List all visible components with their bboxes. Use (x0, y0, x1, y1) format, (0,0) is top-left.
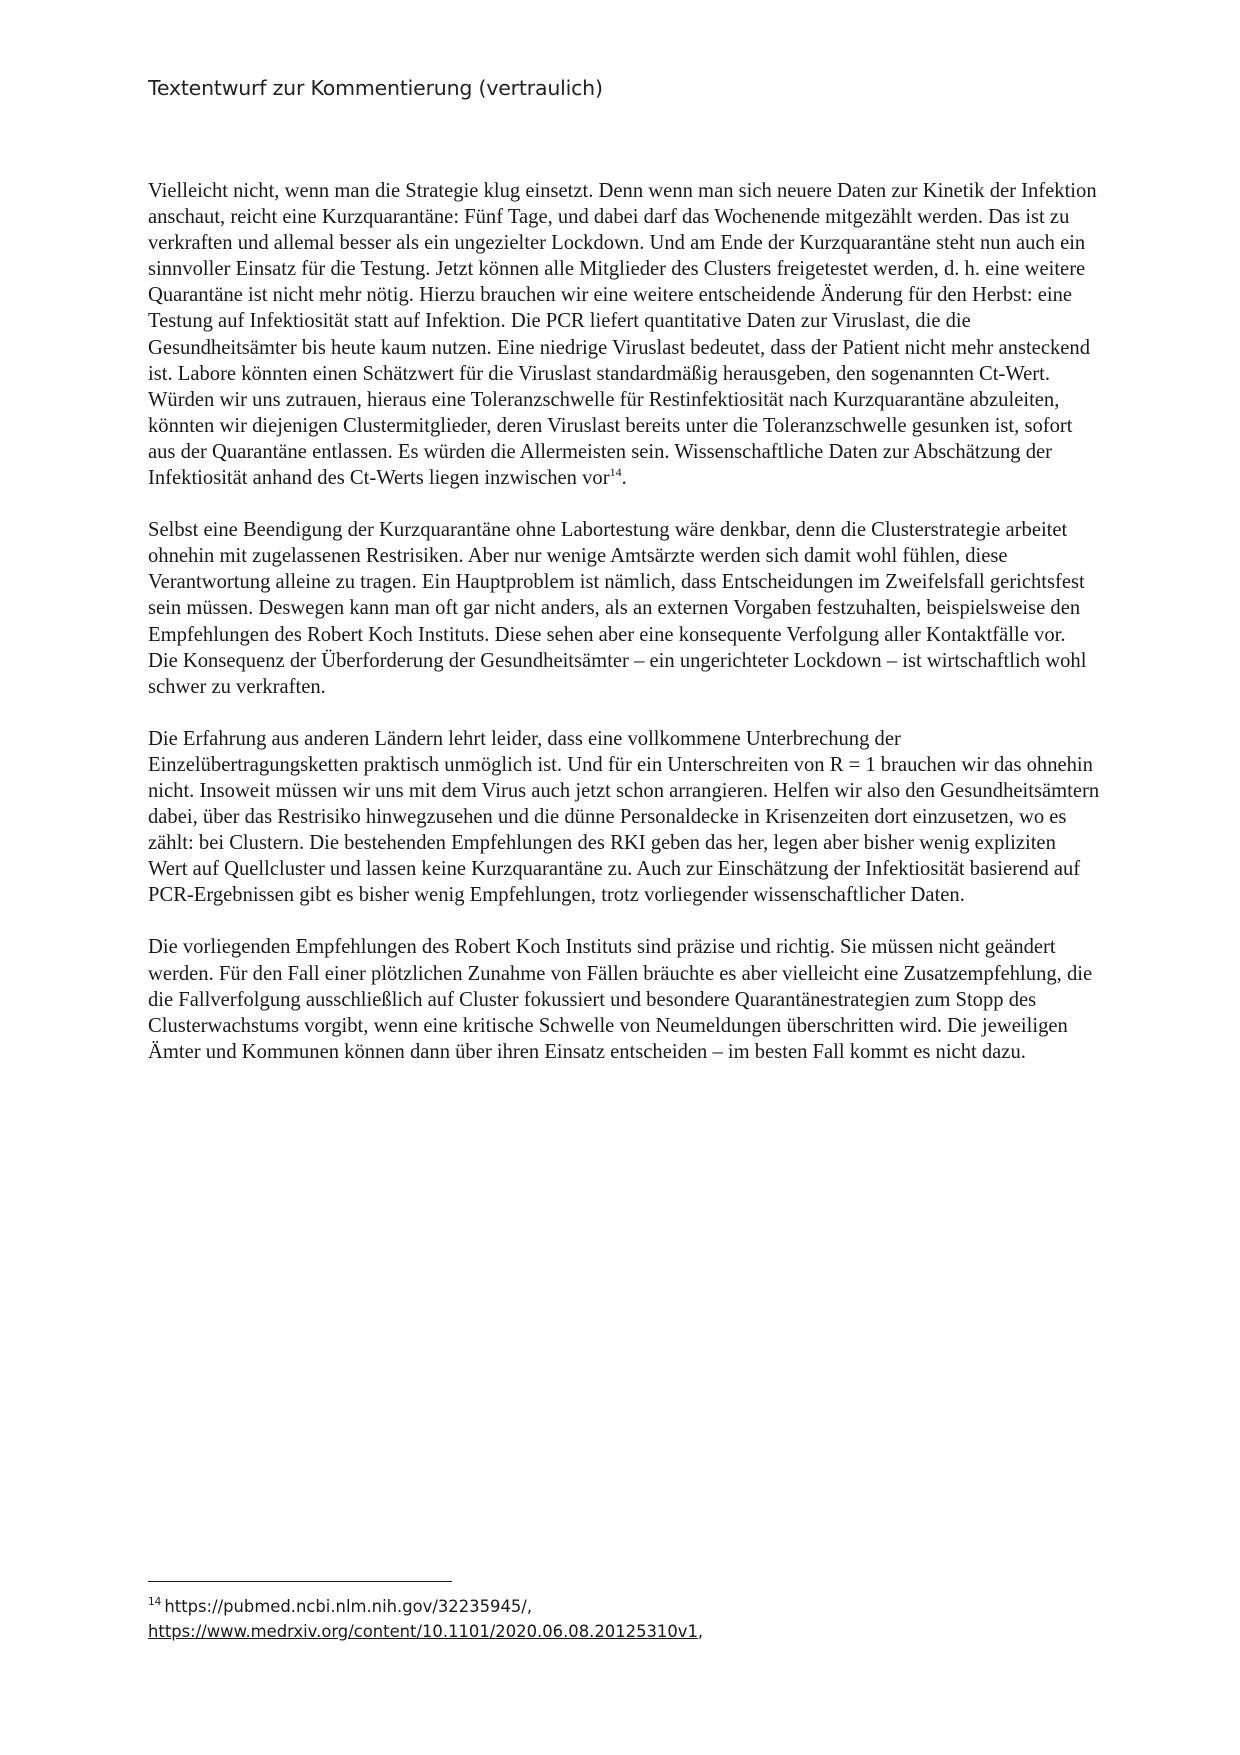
footnotes (148, 1594, 1048, 1644)
paragraph-1-text: Vielleicht nicht, wenn man die Strategie klug einsetzt. Denn wenn man sich neuere Daten zur Kinetik der Infektion anschaut, reicht eine Kurzquarantäne: Fünf Tage, und dabei darf das Wochenende mitgezählt werden. Das ist zu verkraften und allemal besser als ein ungezielter Lockdown. Und am Ende der Kurzquarantäne steht nun auch ein sinnvoller Einsatz für die Testung. Jetzt können alle Mitglieder des Clusters freigetestet werden, d. h. eine weitere Quarantäne ist nicht mehr nötig. Hierzu brauchen wir eine weitere entscheidende Änderung für den Herbst: eine Testung auf Infektiosität statt auf Infektion. Die PCR liefert quantitative Daten zur Viruslast, die die Gesundheitsämter bis heute kaum nutzen. Eine niedrige Viruslast bedeutet, dass der Patient nicht mehr ansteckend ist. Labore könnten einen Schätzwert für die Viruslast standardmäßig herausgeben, den sogenannten Ct-Wert. Würden wir uns zutrauen, hieraus eine Toleranzschwelle für Restinfektiosität nach Kurzquarantäne abzuleiten, könnten wir diejenigen Clustermitglieder, deren Viruslast bereits unter die Toleranzschwelle gesunken ist, sofort aus der Quarantäne entlassen. Es würden die Allermeisten sein. Wissenschaftliche Daten zur Abschätzung der Infektiosität anhand des Ct-Werts liegen inzwischen vor (148, 180, 1097, 490)
footnote-link-medrxiv[interactable]: https://www.medrxiv.org/content/10.1101/2020.06.08.20125310v1 (148, 1622, 698, 1641)
paragraph-4: Die vorliegenden Empfehlungen des Robert Koch Instituts sind präzise und richtig. Sie müssen nicht geändert werden. Für den Fall einer plötzlichen Zunahme von Fällen bräuchte es aber vielleicht eine Zusatzempfehlung, die die Fallverfolgung ausschließlich auf Cluster fokussiert und besondere Quarantänestrategien zum Stopp des Clusterwachstums vorgibt, wenn eine kritische Schwelle von Neumeldungen überschritten wird. Die jeweiligen Ämter und Kommunen können dann über ihren Einsatz entscheiden – im besten Fall kommt es nicht dazu. (148, 936, 1093, 1063)
footnote-link-trail: , (697, 1622, 704, 1641)
footnote-number: 14 (148, 1596, 162, 1608)
footnote-link-pubmed[interactable]: https://pubmed.ncbi.nlm.nih.gov/32235945/, (164, 1597, 533, 1616)
paragraph-1-end: . (621, 467, 627, 490)
footnote-reference[interactable]: 14 (609, 465, 622, 480)
body-text (148, 178, 1100, 1091)
footnote-14-line-1 (148, 1594, 1048, 1619)
page-header: Textentwurf zur Kommentierung (vertraulich) (148, 76, 603, 100)
footnote-separator (148, 1581, 452, 1582)
paragraph-1 (148, 178, 1100, 491)
paragraph-2: Selbst eine Beendigung der Kurzquarantäne ohne Labortestung wäre denkbar, denn die Clusterstrategie arbeitet ohnehin mit zugelassenen Restrisiken. Aber nur wenige Amtsärzte werden sich damit wohl fühlen, diese Verantwortung alleine zu tragen. Ein Hauptproblem ist nämlich, dass Entscheidungen im Zweifelsfall gerichtsfest sein müssen. Deswegen kann man oft gar nicht anders, als an externen Vorgaben festzuhalten, beispielsweise den Empfehlungen des Robert Koch Instituts. Diese sehen aber eine konsequente Verfolgung aller Kontaktfälle vor. Die Konsequenz der Überforderung der Gesundheitsämter – ein ungerichteter Lockdown – ist wirtschaftlich wohl schwer zu verkraften. (148, 519, 1087, 698)
paragraph-3: Die Erfahrung aus anderen Ländern lehrt leider, dass eine vollkommene Unterbrechung der Einzelübertragungsketten praktisch unmöglich ist. Und für ein Unterschreiten von R = 1 brauchen wir das ohnehin nicht. Insoweit müssen wir uns mit dem Virus auch jetzt schon arrangieren. Helfen wir also den Gesundheitsämtern dabei, über das Restrisiko hinwegzusehen und die dünne Personaldecke in Krisenzeiten dort einzusetzen, wo es zählt: bei Clustern. Die bestehenden Empfehlungen des RKI geben das her, legen aber bisher wenig expliziten Wert auf Quellcluster und lassen keine Kurzquarantäne zu. Auch zur Einschätzung der Infektiosität basierend auf PCR-Ergebnissen gibt es bisher wenig Empfehlungen, trotz vorliegender wissenschaftlicher Daten. (148, 727, 1100, 907)
footnote-14-line-2 (148, 1619, 1048, 1644)
